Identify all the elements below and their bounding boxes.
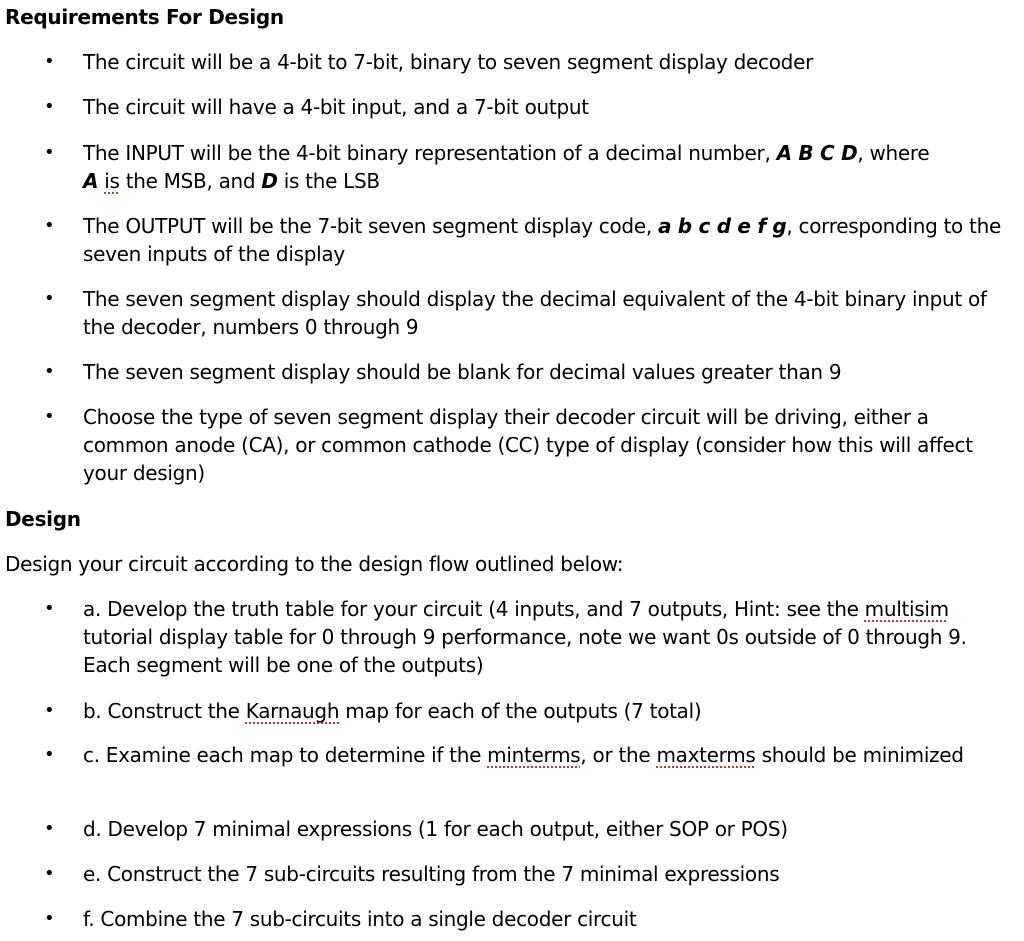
- bullet-icon: •: [44, 818, 55, 839]
- bullet-icon: •: [44, 863, 55, 884]
- bullet-icon: •: [44, 744, 55, 765]
- step-text: tutorial display table for 0 through 9 performance, note we want 0s outside of 0 through 9. Each segment will be one of the outputs): [83, 625, 967, 677]
- requirement-item: Choose the type of seven segment display their decoder circuit will be driving, either a common anode (CA), or common cathode (CC) type of display (consider how this will affect your design): [83, 405, 973, 485]
- step-text: map for each of the outputs (7 total): [339, 699, 702, 723]
- output-variables: a b c d e f g: [657, 214, 787, 238]
- bullet-icon: •: [44, 406, 55, 427]
- requirement-item: The seven segment display should display the decimal equivalent of the 4-bit binary input of the decoder, numbers 0 through 9: [83, 287, 987, 339]
- bullet-icon: •: [44, 51, 55, 72]
- grammar-flagged-word: is: [104, 169, 120, 193]
- bullet-icon: •: [44, 142, 55, 163]
- msb-variable: A: [83, 169, 99, 193]
- step-text: c. Examine each map to determine if the: [83, 743, 488, 767]
- step-text: should be minimized: [755, 743, 964, 767]
- step-text: b. Construct the: [83, 699, 246, 723]
- requirement-text: the MSB, and: [119, 169, 262, 193]
- requirement-item: The circuit will have a 4-bit input, and a 7-bit output: [83, 95, 589, 119]
- bullet-icon: •: [44, 598, 55, 619]
- bullet-icon: •: [44, 361, 55, 382]
- bullet-icon: •: [44, 908, 55, 929]
- design-step: e. Construct the 7 sub-circuits resulting from the 7 minimal expressions: [83, 862, 780, 886]
- requirement-item: [83, 212, 1018, 268]
- step-text: , or the: [580, 743, 657, 767]
- spelling-flagged-word: minterms: [487, 743, 581, 767]
- input-variables: A B C D: [776, 141, 858, 165]
- bullet-icon: •: [44, 700, 55, 721]
- design-step: [83, 741, 1018, 769]
- requirement-item: The seven segment display should be blank for decimal values greater than 9: [83, 360, 842, 384]
- design-heading: Design: [5, 507, 81, 531]
- requirement-text: The OUTPUT will be the 7-bit seven segment display code,: [83, 214, 658, 238]
- requirement-item: [83, 139, 1018, 195]
- spelling-flagged-word: multisim: [864, 597, 949, 621]
- bullet-icon: •: [44, 288, 55, 309]
- requirement-text: The INPUT will be the 4-bit binary representation of a decimal number,: [83, 141, 777, 165]
- requirement-item: The circuit will be a 4-bit to 7-bit, binary to seven segment display decoder: [83, 50, 813, 74]
- requirement-text: , corresponding to the seven inputs of the display: [83, 214, 1001, 266]
- spelling-flagged-word: maxterms: [656, 743, 756, 767]
- requirements-heading: Requirements For Design: [5, 5, 284, 29]
- requirement-text: , where: [857, 141, 930, 165]
- spelling-flagged-word: Karnaugh: [245, 699, 340, 723]
- step-text: a. Develop the truth table for your circuit (4 inputs, and 7 outputs, Hint: see the: [83, 597, 865, 621]
- design-step: f. Combine the 7 sub-circuits into a single decoder circuit: [83, 907, 637, 931]
- design-step: [83, 697, 1018, 725]
- design-step: d. Develop 7 minimal expressions (1 for each output, either SOP or POS): [83, 817, 788, 841]
- lsb-variable: D: [261, 169, 278, 193]
- design-intro: Design your circuit according to the design flow outlined below:: [5, 552, 624, 576]
- bullet-icon: •: [44, 215, 55, 236]
- design-step: [83, 595, 1018, 679]
- requirement-text: is the LSB: [277, 169, 380, 193]
- bullet-icon: •: [44, 96, 55, 117]
